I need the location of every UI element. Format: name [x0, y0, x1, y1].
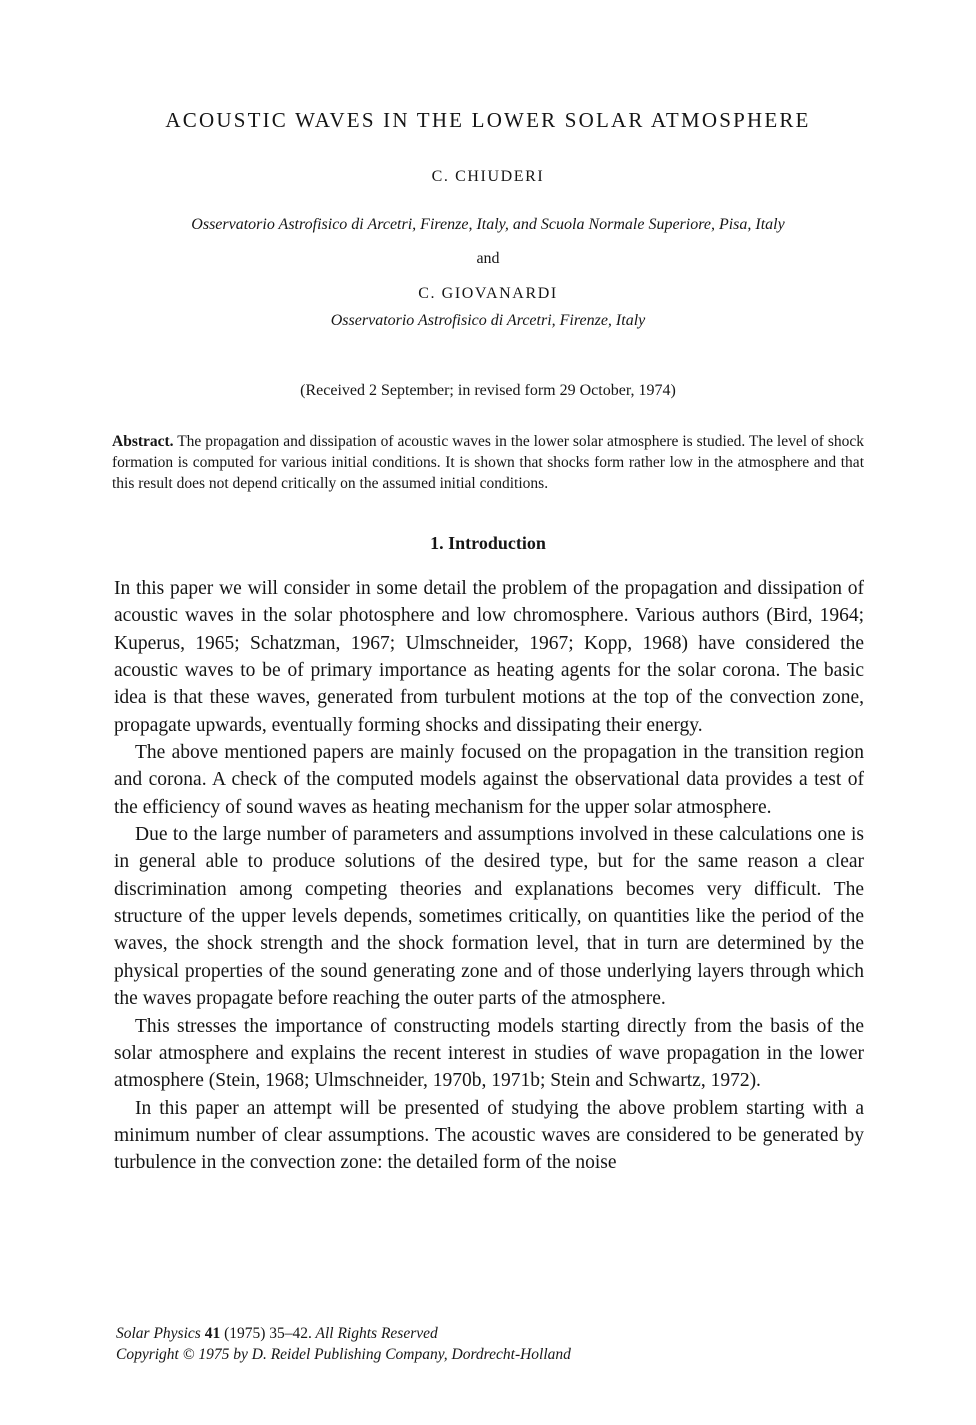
journal-name: Solar Physics	[116, 1325, 201, 1342]
paragraph: This stresses the importance of constructing models starting directly from the basis of the solar atmosphere and explains the recent interest in studies of wave propagation in the lower atmosphere (Stein, 1968; Ulmschneider, 1970b, 1971b; Stein and Schwartz, 1972).	[114, 1015, 864, 1092]
abstract-label: Abstract.	[112, 433, 174, 450]
author-name-2: C. GIOVANARDI	[418, 285, 558, 302]
section-heading: 1. Introduction	[430, 533, 546, 553]
author-affiliation-2: Osservatorio Astrofisico di Arcetri, Firenze, Italy	[330, 312, 646, 329]
paragraph: In this paper we will consider in some detail the problem of the propagation and dissipation of acoustic waves in the solar photosphere and low chromosphere. Various authors (Bird, 1964; Kuperus, 1965; Schatzman, 1967; Ulmschneider, 1967; Kopp, 1968) have considered the acoustic waves to be of primary importance as heating agents for the solar corona. The basic idea is that these waves, generated from turbulent motions at the top of the convection zone, propagate upwards, eventually forming shocks and dissipating their energy.	[114, 578, 864, 736]
copyright-line: Copyright © 1975 by D. Reidel Publishing Company, Dordrecht-Holland	[116, 1346, 571, 1363]
journal-volume: 41	[204, 1325, 221, 1342]
received-dates: (Received 2 September; in revised form 29 October, 1974)	[300, 382, 676, 399]
journal-footer	[116, 1323, 571, 1365]
abstract	[112, 431, 864, 494]
body-text	[114, 575, 864, 1177]
paragraph: The above mentioned papers are mainly focused on the propagation in the transition region and corona. A check of the computed models against the observational data provides a test of the efficiency of sound waves as heating mechanism for the upper solar atmosphere.	[114, 742, 864, 818]
author-name-1: C. CHIUDERI	[431, 168, 545, 185]
author-affiliation-1: Osservatorio Astrofisico di Arcetri, Firenze, Italy, and Scuola Normale Superiore, Pisa, Italy	[191, 216, 785, 233]
paper-title: ACOUSTIC WAVES IN THE LOWER SOLAR ATMOSPHERE	[165, 108, 811, 132]
abstract-text: The propagation and dissipation of acoustic waves in the lower solar atmosphere is studied. The level of shock formation is computed for various initial conditions. It is shown that shocks form rather low in the atmosphere and that this result does not depend critically on the assumed initial conditions.	[112, 433, 864, 492]
paragraph: Due to the large number of parameters and assumptions involved in these calculations one is in general able to produce solutions of the desired type, but for the same reason a clear discrimination among competing theories and explanations becomes very difficult. The structure of the upper levels depends, sometimes critically, on quantities like the period of the waves, the shock strength and the shock formation level, that in turn are determined by the physical properties of the sound generating zone and of those underlying layers through which the waves propagate before reaching the outer parts of the atmosphere.	[114, 824, 864, 1010]
rights-statement: All Rights Reserved	[315, 1325, 438, 1342]
author-separator: and	[476, 250, 500, 267]
journal-year-pages: (1975) 35–42.	[224, 1325, 312, 1342]
citation-line	[116, 1323, 571, 1344]
paragraph: In this paper an attempt will be presented of studying the above problem starting with a minimum number of clear assumptions. The acoustic waves are considered to be generated by turbulence in the convection zone: the detailed form of the noise	[114, 1097, 864, 1174]
